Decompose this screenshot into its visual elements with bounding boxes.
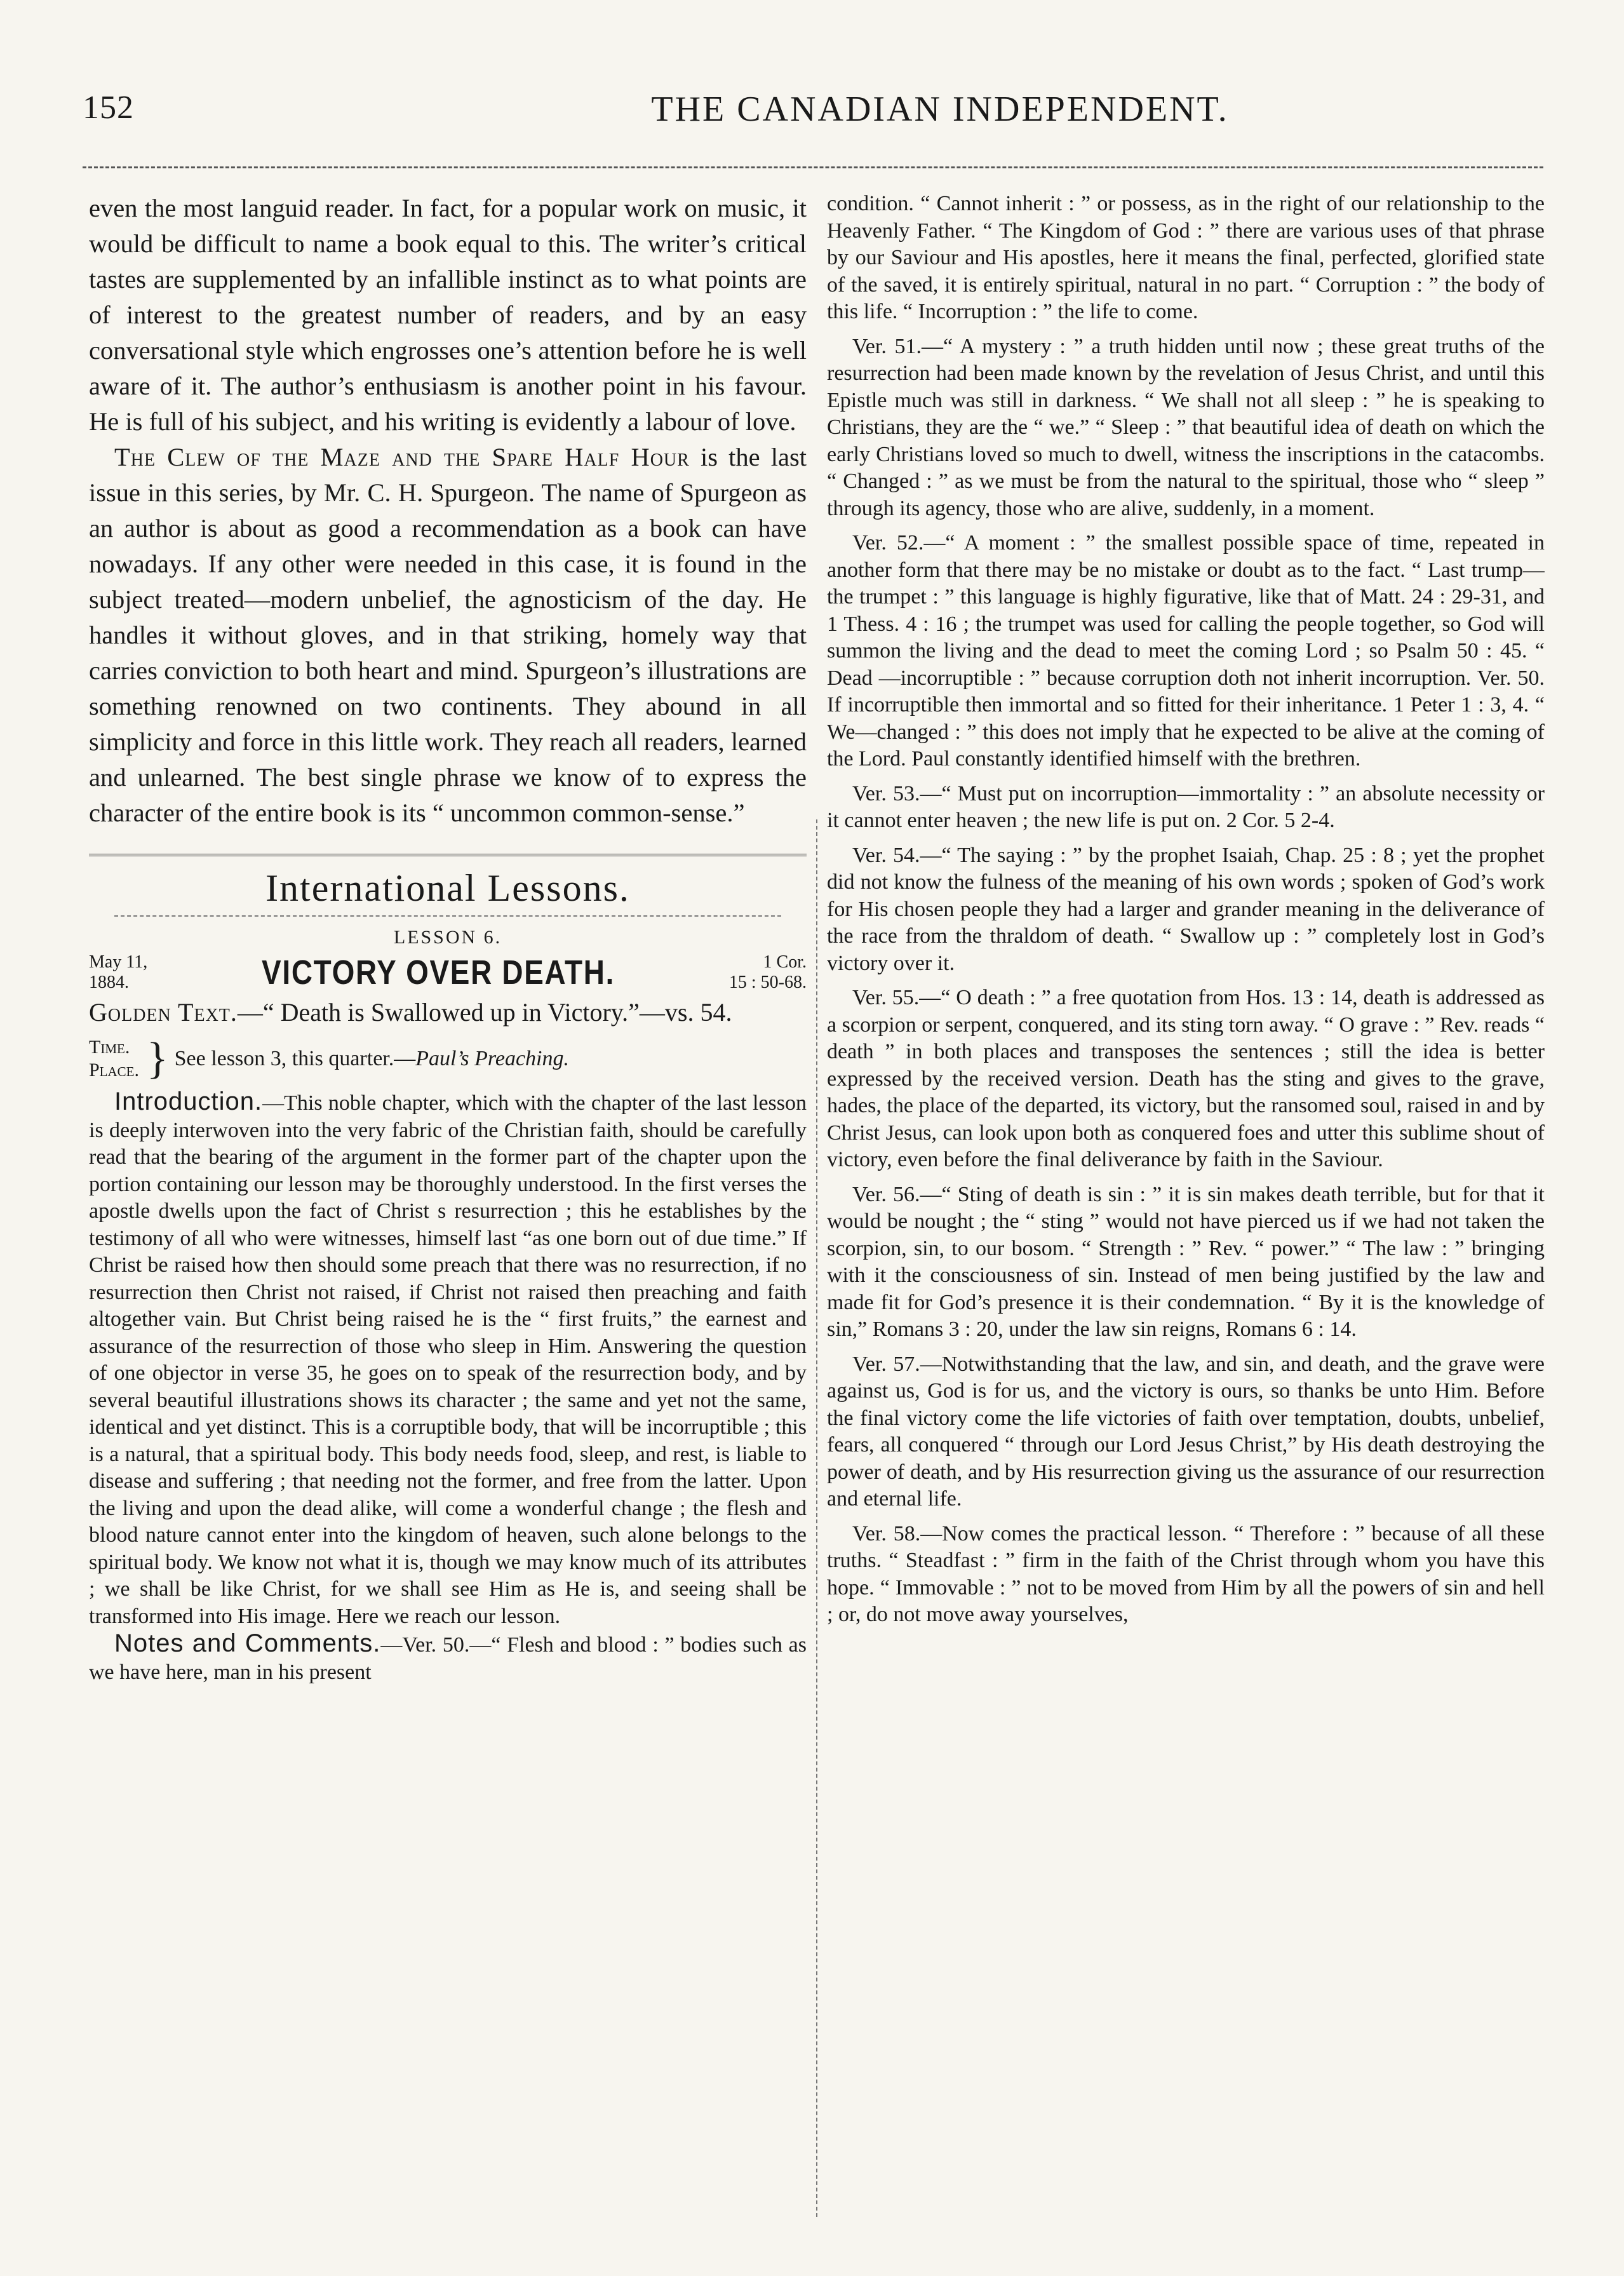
introduction-paragraph: [89, 1088, 807, 1630]
golden-text-body: —“ Death is Swallowed up in Victory.”—vs. 54.: [237, 998, 732, 1027]
lesson-ref-line2: 15 : 50-68.: [728, 973, 807, 992]
column-divider: [816, 819, 817, 2217]
lesson-title: VICTORY OVER DEATH.: [262, 953, 615, 992]
notes-lead: Notes and Comments.: [114, 1629, 381, 1657]
comment-paragraph: Ver. 56.—“ Sting of death is sin : ” it is sin makes death terrible, but for that it would be nought ; the “ sting ” would not have pierced us if we had not taken the scorpion, sin, to our bosom. “ Strength : ” Rev. “ power.” “ The law : ” bringing with it the consciousness of sin. Instead of men being justified by the law and made fit for God’s presence it is their condemnation. “ By it is the knowledge of sin,” Romans 3 : 20, under the law sin reigns, Romans 6 : 14.: [827, 1182, 1545, 1341]
golden-text: [89, 997, 807, 1028]
brace-glyph: }: [147, 1034, 168, 1083]
lesson-heading-row: [89, 952, 807, 993]
book-title: The Clew of the Maze and the Spare Half Hour: [114, 443, 690, 471]
comment-paragraph: condition. “ Cannot inherit : ” or possess, as in the right of our relationship to the Heavenly Father. “ The Kingdom of God : ” there are various uses of that phrase by our Saviour and His apostles, here it means the final, perfected, glorified state of the saved, it is entirely spiritual, natural in no part. “ Corruption : ” the body of this life. “ Incorruption : ” the life to come.: [827, 192, 1545, 323]
section-title: International Lessons.: [265, 867, 630, 909]
lesson-reference: [729, 952, 807, 993]
comment-paragraph: Ver. 57.—Notwithstanding that the law, and sin, and death, and the grave were against us, God is for us, and the victory is ours, so thanks be unto Him. Before the final victory come the life victories of faith over temptation, doubts, unbelief, fears, all conquered “ through our Lord Jesus Christ,” by His death destroying the power of death, and by His resurrection giving us the assurance of our resurrection and eternal life.: [827, 1352, 1545, 1511]
comment-paragraph: Ver. 53.—“ Must put on incorruption—immortality : ” an absolute necessity or it cannot enter heaven ; the new life is put on. 2 Cor. 5 2-4.: [827, 781, 1545, 832]
time-place: [89, 1036, 807, 1082]
review-paragraph: even the most languid reader. In fact, for a popular work on music, it would be difficult to name a book equal to this. The writer’s critical tastes are supplemented by an infallible instinct as to what points are of interest to the greatest number of readers, and by an easy conversational style which engrosses one’s attention before he is well aware of it. The author’s enthusiasm is another point in his favour. He is full of his subject, and his writing is evidently a labour of love.: [89, 194, 807, 436]
place-label: Place.: [89, 1060, 140, 1081]
left-column: [89, 191, 807, 2249]
comment-paragraph: Ver. 51.—“ A mystery : ” a truth hidden until now ; these great truths of the resurrection had been made known by the revelation of Jesus Christ, and until this Epistle much was still in darkness. “ We shall not all sleep : ” he is speaking to Christians, they are the “ we.” “ Sleep : ” that beautiful idea of death on which the early Christians loved so much to dwell, witness the inscriptions in the catacombs. “ Changed : ” as we must be from the natural to the spiritual, those who “ sleep ” through its agency, those who are alive, suddenly, in a moment.: [827, 334, 1545, 520]
time-place-text: [175, 1047, 569, 1071]
notes-paragraph: [89, 1630, 807, 1686]
lesson-number: LESSON 6.: [393, 927, 502, 948]
spurgeon-review-paragraph: [89, 440, 807, 831]
time-place-labels: [89, 1036, 139, 1082]
header-rule: [83, 166, 1543, 168]
page-header: [83, 89, 1543, 133]
lesson-ref-line1: 1 Cor.: [763, 952, 807, 972]
spurgeon-review-text: is the last issue in this series, by Mr. C. H. Spurgeon. The name of Spurgeon as an author is about as good a recommendation as a book can have nowadays. If any other were needed in this case, it is found in the subject treated—modern unbelief, the agnosticism of the day. He handles it without gloves, and in that striking, homely way that carries conviction to both heart and mind. Spurgeon’s illustrations are something renowned on two continents. They abound in all simplicity and force in this little work. They reach all readers, learned and unlearned. The best single phrase we know of to express the character of the entire book is its “ uncommon common-sense.”: [89, 443, 807, 827]
introduction-text: —This noble chapter, which with the chapter of the last lesson is deeply interwoven into the very fabric of the Christian faith, should be carefully read that the bearing of the argument in the former part of the chapter upon the portion containing our lesson may be thoroughly understood. In the first verses the apostle dwells upon the fact of Christ s resurrection ; this he establishes by the testimony of all who were witnesses, himself last “as one born out of due time.” If Christ be raised how then should some preach that there was no resurrection, if no resurrection then Christ not raised, if Christ not raised then preaching and faith altogether vain. But Christ being raised he is the “ first fruits,” the earnest and assurance of the resurrection of those who sleep in Him. Answering the question of one objector in verse 35, he goes on to speak of the resurrection body, and by several beautiful illustrations shows its character ; the same and yet not the same, identical and yet distinct. This is a corruptible body, that will be incorruptible ; this is a natural, that a spiritual body. This body needs food, sleep, and rest, is liable to disease and suffering ; that needing not the former, and free from the latter. Upon the living and upon the dead alike, will come a wonderful change ; the flesh and blood nature cannot enter into the kingdom of heaven, such alone belongs to the spiritual body. We know not what it is, though we may know much of its attributes ; we shall be like Christ, for we shall see Him as He is, and seeing shall be transformed into His image. Here we reach our lesson.: [89, 1091, 807, 1628]
right-column: [827, 191, 1545, 2249]
time-label: Time.: [89, 1037, 130, 1058]
time-place-body: See lesson 3, this quarter.—: [174, 1047, 416, 1070]
comment-paragraph: Ver. 58.—Now comes the practical lesson. “ Therefore : ” because of all these truths. “ Steadfast : ” firm in the faith of the Christ through whom you have this hope. “ Immovable : ” not to be moved from Him by all the powers of sin and hell ; or, do not move away yourselves,: [827, 1521, 1545, 1626]
comment-paragraph: Ver. 54.—“ The saying : ” by the prophet Isaiah, Chap. 25 : 8 ; yet the prophet did not know the fulness of the meaning of his own words ; spoken of God’s work for His chosen people they had a larger and grander meaning in the deliverance of the race from the thraldom of death. “ Swallow up : ” completely lost in God’s victory over it.: [827, 843, 1545, 975]
time-place-italic: Paul’s Preaching.: [415, 1047, 570, 1070]
comment-paragraph: Ver. 52.—“ A moment : ” the smallest possible space of time, repeated in another form that there may be no mistake or doubt as to the fact. “ Last trump—the trumpet : ” this language is highly figurative, like that of Matt. 24 : 29-31, and 1 Thess. 4 : 16 ; the trumpet was used for calling the people together, so God will summon the living and the dead to meet the coming Lord ; so Psalm 50 : 45. “ Dead —incorruptible : ” because corruption doth not inherit incorruption. Ver. 50. If incorruptible then immortal and so fitted for their inheritance. 1 Peter 1 : 3, 4. “ We—changed : ” this does not imply that he expected to be alive at the coming of the Lord. Paul constantly identified himself with the brethren.: [827, 531, 1545, 771]
running-title: THE CANADIAN INDEPENDENT.: [651, 90, 1229, 129]
notes-text: —Ver. 50.—“ Flesh and blood : ” bodies such as we have here, man in his present: [89, 1633, 807, 1684]
page-number: 152: [83, 90, 134, 126]
introduction-lead: Introduction.: [114, 1087, 263, 1115]
lesson-date: [89, 952, 147, 993]
golden-text-label: Golden Text.: [89, 998, 238, 1027]
lesson-date-line2: 1884.: [89, 973, 129, 992]
section-rule: [89, 854, 807, 860]
lesson-date-line1: May 11,: [89, 952, 148, 972]
comment-paragraph: Ver. 55.—“ O death : ” a free quotation from Hos. 13 : 14, death is addressed as a scorpion or serpent, conquered, and its sting torn away. “ O grave : ” Rev. reads “ death ” in both places and transposes the sentences ; still the idea is better expressed by the received version. Death has the sting and gives to the grave, hades, the place of the departed, its victory, but the ransomed soul, raised in and by Christ Jesus, can look upon both as conquered foes and utter this sublime shout of victory, even before the final deliverance by faith in the Saviour.: [827, 986, 1545, 1171]
section-title-rule: [114, 915, 781, 917]
